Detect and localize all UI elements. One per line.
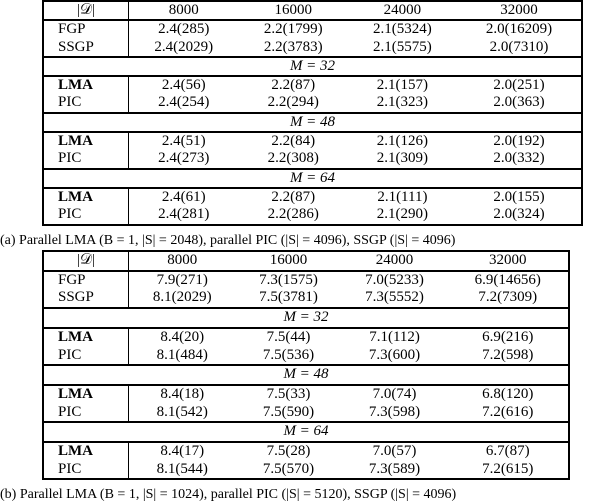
method-label: LMA bbox=[43, 442, 129, 461]
table-cell: 2.2(84) bbox=[239, 132, 348, 150]
table-cell: 2.1(5324) bbox=[348, 20, 457, 38]
table-cell: 7.5(590) bbox=[262, 403, 315, 420]
table-row bbox=[43, 150, 582, 168]
table-row bbox=[43, 347, 569, 366]
table-row bbox=[43, 271, 569, 290]
table-row bbox=[43, 206, 582, 224]
table-row bbox=[43, 20, 582, 38]
table-cell: 7.3(600) bbox=[368, 346, 421, 363]
group-label: M = 48 bbox=[43, 113, 582, 132]
table-cell: 6.7(87) bbox=[448, 442, 569, 461]
header-row bbox=[43, 251, 569, 271]
table-cell: 7.2(616) bbox=[482, 403, 534, 420]
column-header: 32000 bbox=[500, 2, 538, 18]
dataset-size-label: |𝒟| bbox=[43, 1, 129, 20]
table-cell: 2.0(324) bbox=[493, 206, 545, 223]
table-row bbox=[43, 461, 569, 480]
table-cell: 2.0(251) bbox=[457, 76, 582, 94]
group-label: M = 64 bbox=[43, 169, 582, 188]
method-label: PIC bbox=[43, 404, 129, 423]
method-label: FGP bbox=[43, 271, 129, 290]
table-row bbox=[43, 328, 569, 347]
method-label: FGP bbox=[43, 20, 129, 38]
table-cell: 7.5(536) bbox=[262, 346, 315, 363]
method-label: SSGP bbox=[43, 39, 129, 57]
column-header: 32000 bbox=[489, 252, 527, 268]
table-cell: 2.2(3783) bbox=[263, 38, 323, 55]
table-cell: 8.1(484) bbox=[156, 346, 208, 363]
table-row bbox=[43, 442, 569, 461]
table-cell: 2.1(5575) bbox=[373, 38, 432, 55]
table-row bbox=[43, 94, 582, 112]
table-cell: 2.2(294) bbox=[267, 94, 319, 111]
table-cell: 2.1(126) bbox=[348, 132, 457, 150]
table-cell: 2.2(1799) bbox=[239, 20, 348, 38]
results-table-a bbox=[42, 0, 583, 226]
method-label: PIC bbox=[43, 206, 129, 224]
table-cell: 7.9(271) bbox=[129, 271, 236, 290]
column-header: 24000 bbox=[375, 252, 414, 268]
table-cell: 7.0(57) bbox=[342, 442, 448, 461]
table-cell: 7.5(570) bbox=[262, 460, 315, 477]
method-label: LMA bbox=[43, 188, 129, 206]
table-cell: 8.1(542) bbox=[156, 403, 208, 420]
table-cell: 6.9(216) bbox=[448, 328, 569, 347]
table-cell: 2.0(363) bbox=[493, 94, 545, 111]
table-cell: 2.0(7310) bbox=[489, 38, 549, 55]
table-cell: 2.0(155) bbox=[457, 188, 582, 206]
results-table-b bbox=[42, 250, 570, 480]
method-label: LMA bbox=[43, 385, 129, 404]
table-cell: 7.3(1575) bbox=[235, 271, 341, 290]
table-cell: 7.2(615) bbox=[482, 460, 534, 477]
method-label: PIC bbox=[43, 347, 129, 366]
table-cell: 2.1(309) bbox=[376, 150, 429, 167]
table-cell: 7.5(3781) bbox=[259, 289, 318, 306]
group-header-row bbox=[43, 57, 582, 76]
table-cell: 2.0(16209) bbox=[457, 20, 582, 38]
method-label: PIC bbox=[43, 94, 129, 112]
table-cell: 8.1(544) bbox=[156, 460, 208, 477]
method-label: LMA bbox=[43, 76, 129, 94]
table-cell: 7.0(5233) bbox=[342, 271, 448, 290]
column-header: 24000 bbox=[383, 2, 422, 18]
table-cell: 2.0(192) bbox=[457, 132, 582, 150]
table-cell: 2.4(254) bbox=[158, 94, 210, 111]
table-cell: 2.4(51) bbox=[129, 132, 239, 150]
group-header-row bbox=[43, 422, 569, 442]
table-cell: 8.1(2029) bbox=[152, 289, 212, 306]
table-cell: 2.4(285) bbox=[129, 20, 239, 38]
method-label: PIC bbox=[43, 150, 129, 168]
group-header-row bbox=[43, 113, 582, 132]
table-cell: 2.2(286) bbox=[267, 206, 319, 223]
table-cell: 2.4(273) bbox=[158, 150, 210, 167]
table-cell: 2.0(332) bbox=[493, 150, 545, 167]
group-header-row bbox=[43, 308, 569, 328]
column-header: 8000 bbox=[167, 252, 198, 268]
table-cell: 2.4(281) bbox=[158, 206, 210, 223]
caption-b: (b) Parallel LMA (B = 1, |S| = 1024), parallel PIC (|S| = 5120), SSGP (|S| = 4096) bbox=[0, 487, 457, 502]
table-cell: 7.3(5552) bbox=[365, 289, 424, 306]
table-cell: 7.5(28) bbox=[235, 442, 341, 461]
table-cell: 2.1(290) bbox=[376, 206, 429, 223]
group-header-row bbox=[43, 365, 569, 385]
method-label: PIC bbox=[43, 461, 129, 480]
table-row bbox=[43, 132, 582, 150]
group-label: M = 48 bbox=[43, 365, 569, 385]
table-cell: 7.2(598) bbox=[482, 346, 534, 363]
table-cell: 7.2(7309) bbox=[478, 289, 538, 306]
table-cell: 2.1(111) bbox=[348, 188, 457, 206]
table-cell: 7.3(589) bbox=[368, 460, 421, 477]
table-cell: 2.4(56) bbox=[129, 76, 239, 94]
table-cell: 8.4(20) bbox=[129, 328, 236, 347]
table-cell: 8.4(17) bbox=[129, 442, 236, 461]
table-cell: 2.4(2029) bbox=[154, 38, 214, 55]
table-cell: 2.1(323) bbox=[376, 94, 429, 111]
table-cell: 7.0(74) bbox=[342, 385, 448, 404]
table-row bbox=[43, 39, 582, 57]
table-cell: 6.9(14656) bbox=[448, 271, 569, 290]
column-header: 16000 bbox=[274, 2, 312, 18]
table-cell: 7.5(33) bbox=[235, 385, 341, 404]
column-header: 8000 bbox=[168, 2, 199, 18]
caption-a: (a) Parallel LMA (B = 1, |S| = 2048), parallel PIC (|S| = 4096), SSGP (|S| = 4096) bbox=[0, 233, 456, 248]
table-cell: 7.3(598) bbox=[368, 403, 421, 420]
method-label: SSGP bbox=[43, 289, 129, 308]
group-label: M = 64 bbox=[43, 422, 569, 442]
header-row bbox=[43, 1, 582, 20]
group-header-row bbox=[43, 169, 582, 188]
table-cell: 2.2(308) bbox=[267, 150, 319, 167]
table-cell: 7.1(112) bbox=[342, 328, 448, 347]
table-cell: 8.4(18) bbox=[129, 385, 236, 404]
table-cell: 2.2(87) bbox=[239, 188, 348, 206]
table-row bbox=[43, 76, 582, 94]
table-cell: 7.5(44) bbox=[235, 328, 341, 347]
table-cell: 2.1(157) bbox=[348, 76, 457, 94]
table-row bbox=[43, 188, 582, 206]
group-label: M = 32 bbox=[43, 57, 582, 76]
table-cell: 2.2(87) bbox=[239, 76, 348, 94]
table-row bbox=[43, 404, 569, 423]
table-cell: 6.8(120) bbox=[448, 385, 569, 404]
table-row bbox=[43, 385, 569, 404]
table-cell: 2.4(61) bbox=[129, 188, 239, 206]
method-label: LMA bbox=[43, 132, 129, 150]
column-header: 16000 bbox=[269, 252, 308, 268]
dataset-size-label: |𝒟| bbox=[43, 251, 129, 271]
group-label: M = 32 bbox=[43, 308, 569, 328]
table-row bbox=[43, 289, 569, 308]
method-label: LMA bbox=[43, 328, 129, 347]
